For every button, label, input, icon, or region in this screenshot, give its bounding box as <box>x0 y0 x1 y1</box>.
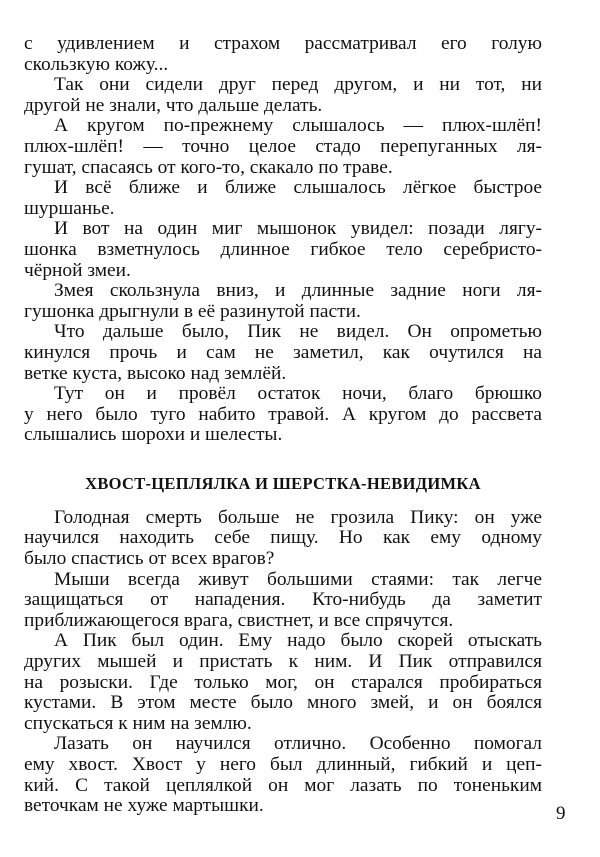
text-line: Голодная смерть больше не грозила Пику: он уже <box>54 506 542 528</box>
text-line: защищаться от нападения. Кто-нибудь да заметит <box>24 589 542 611</box>
paragraph <box>24 116 542 178</box>
paragraph <box>24 178 542 219</box>
book-page <box>24 34 542 817</box>
text-line: другой не знали, что дальше делать. <box>24 94 323 116</box>
text-line: на розыски. Где только мог, он старался пробираться <box>24 671 542 693</box>
top-text-block <box>24 34 542 446</box>
paragraph <box>24 34 542 75</box>
paragraph <box>24 384 542 446</box>
text-line: гушат, спасаясь от кого-то, скакало по траве. <box>24 156 393 178</box>
text-line: чёрной змеи. <box>24 259 131 281</box>
paragraph <box>24 322 542 384</box>
text-line: спускаться к ним на землю. <box>24 712 252 734</box>
paragraph <box>24 219 542 281</box>
text-line: кий. С такой цеплялкой он мог лазать по тоненьким <box>24 774 542 796</box>
page-number: 9 <box>556 803 566 824</box>
text-line: Так они сидели друг перед другом, и ни тот, ни <box>54 74 542 96</box>
text-line: ему хвост. Хвост у него был длинный, гибкий и цеп- <box>24 754 542 775</box>
paragraph <box>24 631 542 734</box>
text-line: кинулся прочь и сам не заметил, как очутился на <box>24 341 542 363</box>
section-title: ХВОСТ-ЦЕПЛЯЛКА И ШЕРСТКА-НЕВИДИМКА <box>85 473 481 493</box>
paragraph <box>24 281 542 322</box>
paragraph <box>24 734 542 816</box>
text-line: скользкую кожу... <box>24 53 169 75</box>
text-line: Тут он и провёл остаток ночи, благо брюшко <box>54 383 542 405</box>
text-line: было спастись от всех врагов? <box>24 548 275 570</box>
text-line: плюх-шлёп! — точно целое стадо перепуганных ля- <box>24 135 542 157</box>
text-line: И всё ближе и ближе слышалось лёгкое быстрое <box>54 177 542 199</box>
text-line: приближающегося врага, свистнет, и все спрячутся. <box>24 609 454 631</box>
paragraph <box>24 75 542 116</box>
text-line: научился находить себе пищу. Но как ему одному <box>24 527 542 549</box>
paragraph <box>24 508 542 570</box>
text-line: А Пик был один. Ему надо было скорей отыскать <box>54 630 542 652</box>
text-line: с удивлением и страхом рассматривал его голую <box>24 33 542 54</box>
text-line: А кругом по-прежнему слышалось — плюх-шлёп! <box>54 115 542 137</box>
text-line: гушонка дрыгнули в её разинутой пасти. <box>24 300 361 322</box>
text-line: И вот на один миг мышонок увидел: позади лягу- <box>54 218 542 240</box>
text-line: Что дальше было, Пик не видел. Он опрометью <box>54 321 542 343</box>
text-line: шонка взметнулось длинное гибкое тело серебристо- <box>24 238 542 260</box>
text-line: кустами. В этом месте было много змей, и он боялся <box>24 692 542 714</box>
text-line: веточкам не хуже мартышки. <box>24 795 264 817</box>
text-line: шуршанье. <box>24 197 115 219</box>
text-line: Мыши всегда живут большими стаями: так легче <box>54 568 542 590</box>
text-line: у него было туго набито травой. А кругом до рассвета <box>24 403 542 425</box>
bottom-text-block <box>24 508 542 817</box>
text-line: других мышей и пристать к ним. И Пик отправился <box>24 651 542 673</box>
text-line: слышались шорохи и шелесты. <box>24 424 283 446</box>
text-line: Змея скользнула вниз, и длинные задние ноги ля- <box>54 280 542 302</box>
text-line: ветке куста, высоко над землёй. <box>24 362 287 384</box>
paragraph <box>24 570 542 632</box>
text-line: Лазать он научился отлично. Особенно помогал <box>54 733 542 755</box>
